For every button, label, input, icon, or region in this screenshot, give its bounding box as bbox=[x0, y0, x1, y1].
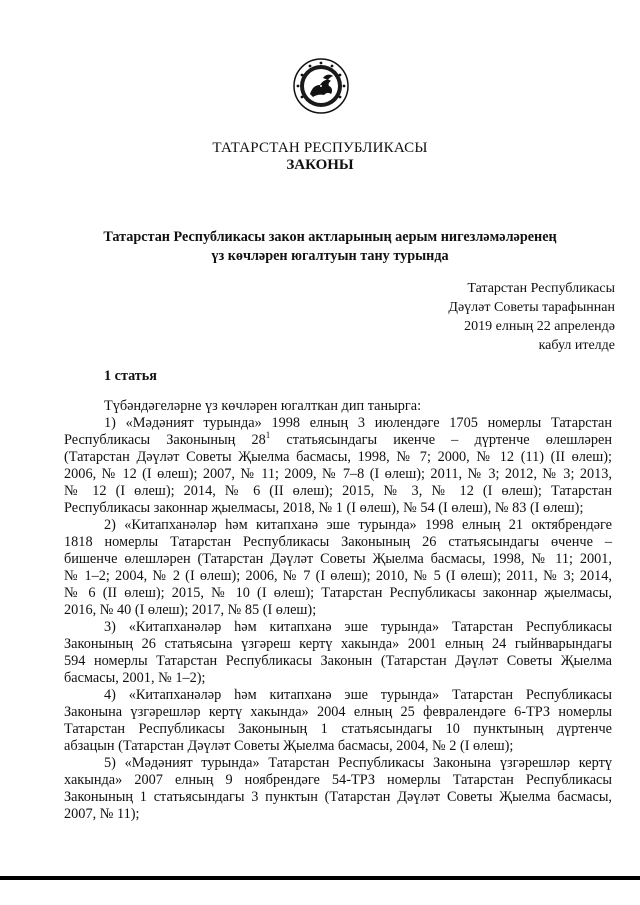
page-bottom-border bbox=[0, 876, 640, 880]
republic-heading: ТАТАРСТАН РЕСПУБЛИКАСЫ bbox=[212, 140, 428, 156]
p5-line-3: Законының 1 статьясындагы 3 пунктын (Татарстан Дәүләт Советы Җыелма басмасы, bbox=[64, 789, 612, 805]
article-heading: 1 статья bbox=[104, 368, 157, 384]
p1-line-6: Республикасы законнар җыелмасы, 2018, № 1 (I өлеш), № 54 (I өлеш), № 83 (I өлеш); bbox=[64, 500, 584, 516]
p3-line-3: 594 номерлы Татарстан Республикасы Законын (Татарстан Дәүләт Советы Җыелма bbox=[64, 653, 612, 669]
p5-line-4: 2007, № 11); bbox=[64, 806, 140, 822]
adoption-line-4: кабул ителде bbox=[538, 338, 615, 353]
p1-line-2 bbox=[64, 432, 612, 449]
p3-line-2: Законының 26 статьясына үзгәреш кертү хакында» 2001 елның 24 гыйнварындагы bbox=[64, 636, 612, 652]
p1-superscript: 1 bbox=[265, 430, 271, 441]
adoption-line-3: 2019 елның 22 апрелендә bbox=[464, 319, 615, 334]
adoption-line-2: Дәүләт Советы тарафыннан bbox=[448, 300, 615, 315]
p4-line-2: Законына үзгәрешләр кертү хакында» 2004 елның 25 февралендәге 6-ТРЗ номерлы bbox=[64, 704, 612, 720]
p2-line-4: № 1–2; 2004, № 2 (I өлеш); 2006, № 7 (I өлеш); 2010, № 5 (I өлеш); 2011, № 3; 2014, bbox=[64, 568, 612, 584]
p2-line-2: 1818 номерлы Татарстан Республикасы Законының 26 статьясындагы өченче – bbox=[64, 534, 612, 550]
tatarstan-coat-of-arms-icon bbox=[293, 58, 349, 114]
p4-line-1: 4) «Китапханәләр һәм китапханә эше турында» Татарстан Республикасы bbox=[104, 687, 612, 703]
p3-line-4: басмасы, 2001, № 1–2); bbox=[64, 670, 206, 686]
p3-line-1: 3) «Китапханәләр һәм китапханә эше турында» Татарстан Республикасы bbox=[104, 619, 612, 635]
body-intro: Түбәндәгеләрне үз көчләрен югалткан дип танырга: bbox=[104, 398, 422, 414]
p1-line-5: № 12 (I өлеш); 2014, № 6 (II өлеш); 2015, № 3, № 12 (I өлеш); Татарстан bbox=[64, 483, 612, 499]
p1-line-2-b: статьясындагы икенче – дүртенче өлешләрен bbox=[286, 432, 612, 448]
adoption-line-1: Татарстан Республикасы bbox=[467, 281, 615, 296]
p5-line-2: хакында» 2007 елның 9 ноябрендәге 54-ТРЗ номерлы Татарстан Республикасы bbox=[64, 772, 612, 788]
law-title-line-1: Татарстан Республикасы закон актларының аерым нигезләмәләренең bbox=[103, 229, 557, 245]
p1-line-3: (Татарстан Дәүләт Советы Җыелма басмасы, 1998, № 7; 2000, № 12 (11) (II өлеш); bbox=[64, 449, 612, 465]
p2-line-6: 2016, № 40 (I өлеш); 2017, № 85 (I өлеш); bbox=[64, 602, 317, 618]
p2-line-5: № 6 (II өлеш); 2015, № 10 (I өлеш); Татарстан Республикасы законнар җыелмасы, bbox=[64, 585, 612, 601]
p1-line-1: 1) «Мәдәният турында» 1998 елның 3 июлендәге 1705 номерлы Татарстан bbox=[104, 415, 612, 431]
law-title-line-2: үз көчләрен югалтуын тану турында bbox=[211, 248, 449, 264]
p1-line-2-a: Республикасы Законының 28 bbox=[64, 432, 266, 448]
p1-line-4: 2006, № 12 (I өлеш); 2007, № 11; 2009, № 7–8 (I өлеш); 2011, № 3; 2012, № 3; 2013, bbox=[64, 466, 612, 482]
p2-line-3: бишенче өлешләрен (Татарстан Дәүләт Советы Җыелма басмасы, 1998, № 11; 2001, bbox=[64, 551, 612, 567]
p2-line-1: 2) «Китапханәләр һәм китапханә эше турында» 1998 елның 21 октябрендәге bbox=[104, 517, 612, 533]
p5-line-1: 5) «Мәдәният турында» Татарстан Республикасы Законына үзгәрешләр кертү bbox=[104, 755, 612, 771]
p4-line-3: Татарстан Республикасы Законының 1 статьясындагы 10 пунктының дүртенче bbox=[64, 721, 612, 737]
p4-line-4: абзацын (Татарстан Дәүләт Советы Җыелма басмасы, 2004, № 2 (I өлеш); bbox=[64, 738, 514, 754]
law-heading: ЗАКОНЫ bbox=[286, 157, 354, 173]
